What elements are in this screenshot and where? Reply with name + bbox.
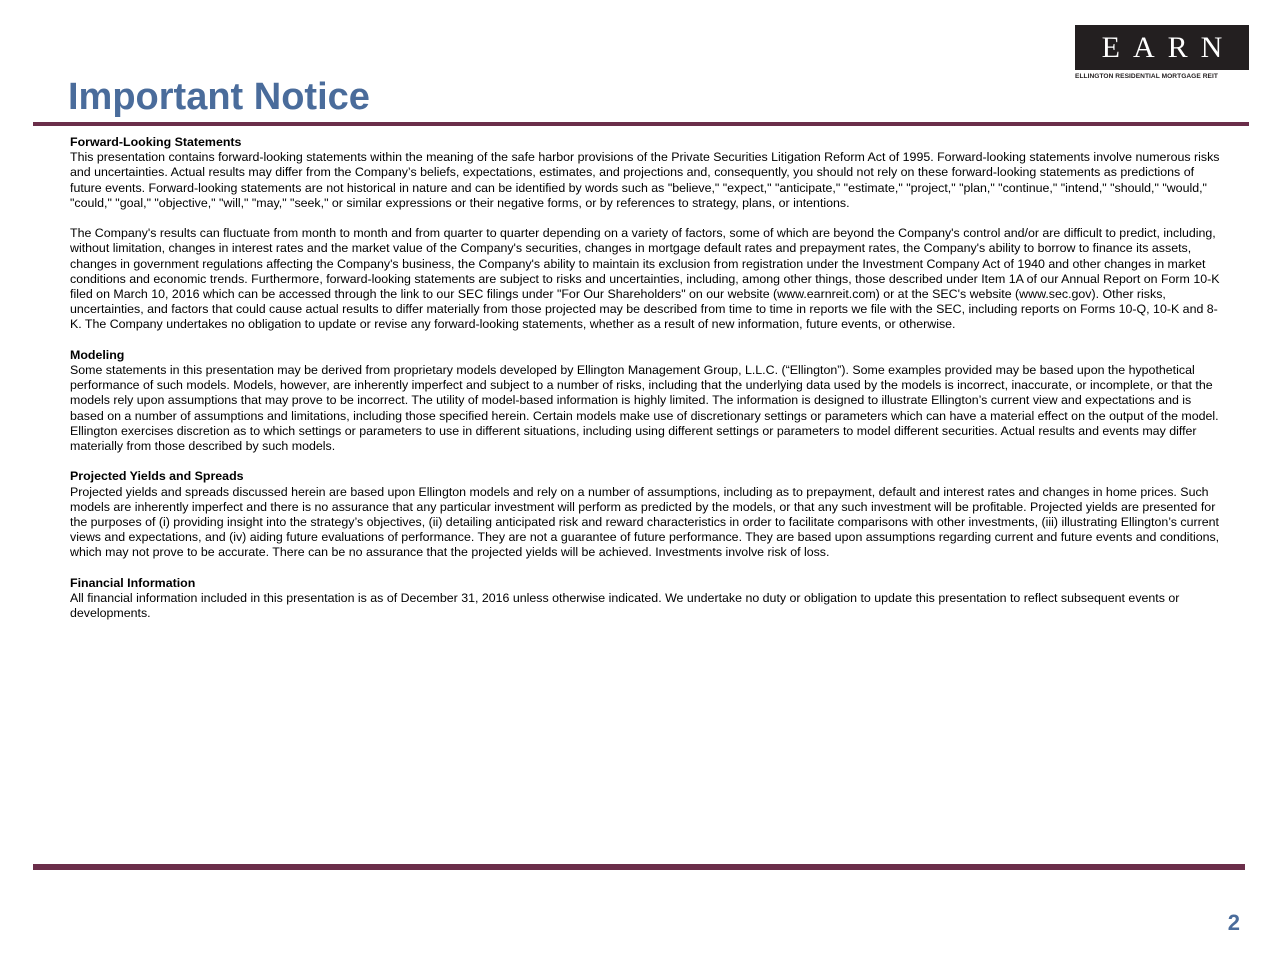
- header-divider: [33, 122, 1249, 126]
- section-forward-looking: [70, 135, 1220, 333]
- section-financial-information: [70, 576, 1220, 622]
- notice-body: [70, 135, 1220, 637]
- paragraph: Projected yields and spreads discussed herein are based upon Ellington models and rely on a number of assumptions, including as to prepayment, default and interest rates and changes in home prices. Such models are inherently imperfect and there is no assurance that any particular investment will perform as predicted by the models, or that any such investment will be profitable. Projected yields are presented for the purposes of (i) providing insight into the strategy’s objectives, (ii) detailing anticipated risk and reward characteristics in order to facilitate comparisons with other investments, (iii) illustrating Ellington’s current views and expectations, and (iv) aiding future evaluations of performance. They are not a guarantee of future performance. They are based upon assumptions regarding current and future events and conditions, which may not prove to be accurate. There can be no assurance that the projected yields will be achieved. Investments involve risk of loss.: [70, 484, 1220, 560]
- section-heading: Forward-Looking Statements: [70, 135, 242, 149]
- section-modeling: [70, 348, 1220, 454]
- page-title: Important Notice: [68, 76, 370, 118]
- section-heading: Financial Information: [70, 575, 196, 590]
- section-heading: Modeling: [70, 347, 125, 362]
- section-projected-yields: [70, 469, 1220, 560]
- footer-divider: [33, 864, 1245, 870]
- paragraph: Some statements in this presentation may be derived from proprietary models developed by Ellington Management Group, L.L.C. (“Ellington”). Some examples provided may be based upon the hypothetical performance of such models. Models, however, are inherently imperfect and subject to a number of risks, including that the underlying data used by the models is incorrect, inaccurate, or incomplete, or that the models rely upon assumptions that may prove to be incorrect. The utility of model-based information is highly limited. The information is designed to illustrate Ellington’s current view and expectations and is based on a number of assumptions and limitations, including those specified herein. Certain models make use of discretionary settings or parameters which can have a material effect on the output of the model. Ellington exercises discretion as to which settings or parameters to use in different situations, including using different settings or parameters to model different securities. Actual results and events may differ materially from those described by such models.: [70, 363, 1219, 454]
- page-number: 2: [1227, 910, 1240, 935]
- logo-tagline: ELLINGTON RESIDENTIAL MORTGAGE REIT: [1075, 73, 1218, 80]
- earn-logo: [1075, 25, 1249, 70]
- paragraph: All financial information included in this presentation is as of December 31, 2016 unless otherwise indicated. We undertake no duty or obligation to update this presentation to reflect subsequent events or developments.: [70, 591, 1180, 621]
- paragraph: The Company's results can fluctuate from month to month and from quarter to quarter depending on a variety of factors, some of which are beyond the Company's control and/or are difficult to predict, including, without limitation, changes in interest rates and the market value of the Company's securities, changes in mortgage default rates and prepayment rates, the Company's ability to borrow to finance its assets, changes in government regulations affecting the Company's business, the Company's ability to maintain its exclusion from registration under the Investment Company Act of 1940 and other changes in market conditions and economic trends. Furthermore, forward-looking statements are subject to risks and uncertainties, including, among other things, those described under Item 1A of our Annual Report on Form 10-K filed on March 10, 2016 which can be accessed through the link to our SEC filings under "For Our Shareholders" on our website (www.earnreit.com) or at the SEC's website (www.sec.gov). Other risks, uncertainties, and factors that could cause actual results to differ materially from those projected may be described from time to time in reports we file with the SEC, including reports on Forms 10-Q, 10-K and 8-K. The Company undertakes no obligation to update or revise any forward-looking statements, whether as a result of new information, future events, or otherwise.: [70, 226, 1220, 332]
- paragraph: This presentation contains forward-looking statements within the meaning of the safe harbor provisions of the Private Securities Litigation Reform Act of 1995. Forward-looking statements involve numerous risks and uncertainties. Actual results may differ from the Company’s beliefs, expectations, estimates, and projections and, consequently, you should not rely on these forward-looking statements as predictions of future events. Forward-looking statements are not historical in nature and can be identified by words such as "believe," "expect," "anticipate," "estimate," "project," "plan," "continue," "intend," "should," "would," "could," "goal," "objective," "will," "may," "seek," or similar expressions or their negative forms, or by references to strategy, plans, or intentions.: [70, 150, 1220, 210]
- section-heading: Projected Yields and Spreads: [70, 469, 244, 484]
- logo-letters: EARN: [1101, 30, 1236, 64]
